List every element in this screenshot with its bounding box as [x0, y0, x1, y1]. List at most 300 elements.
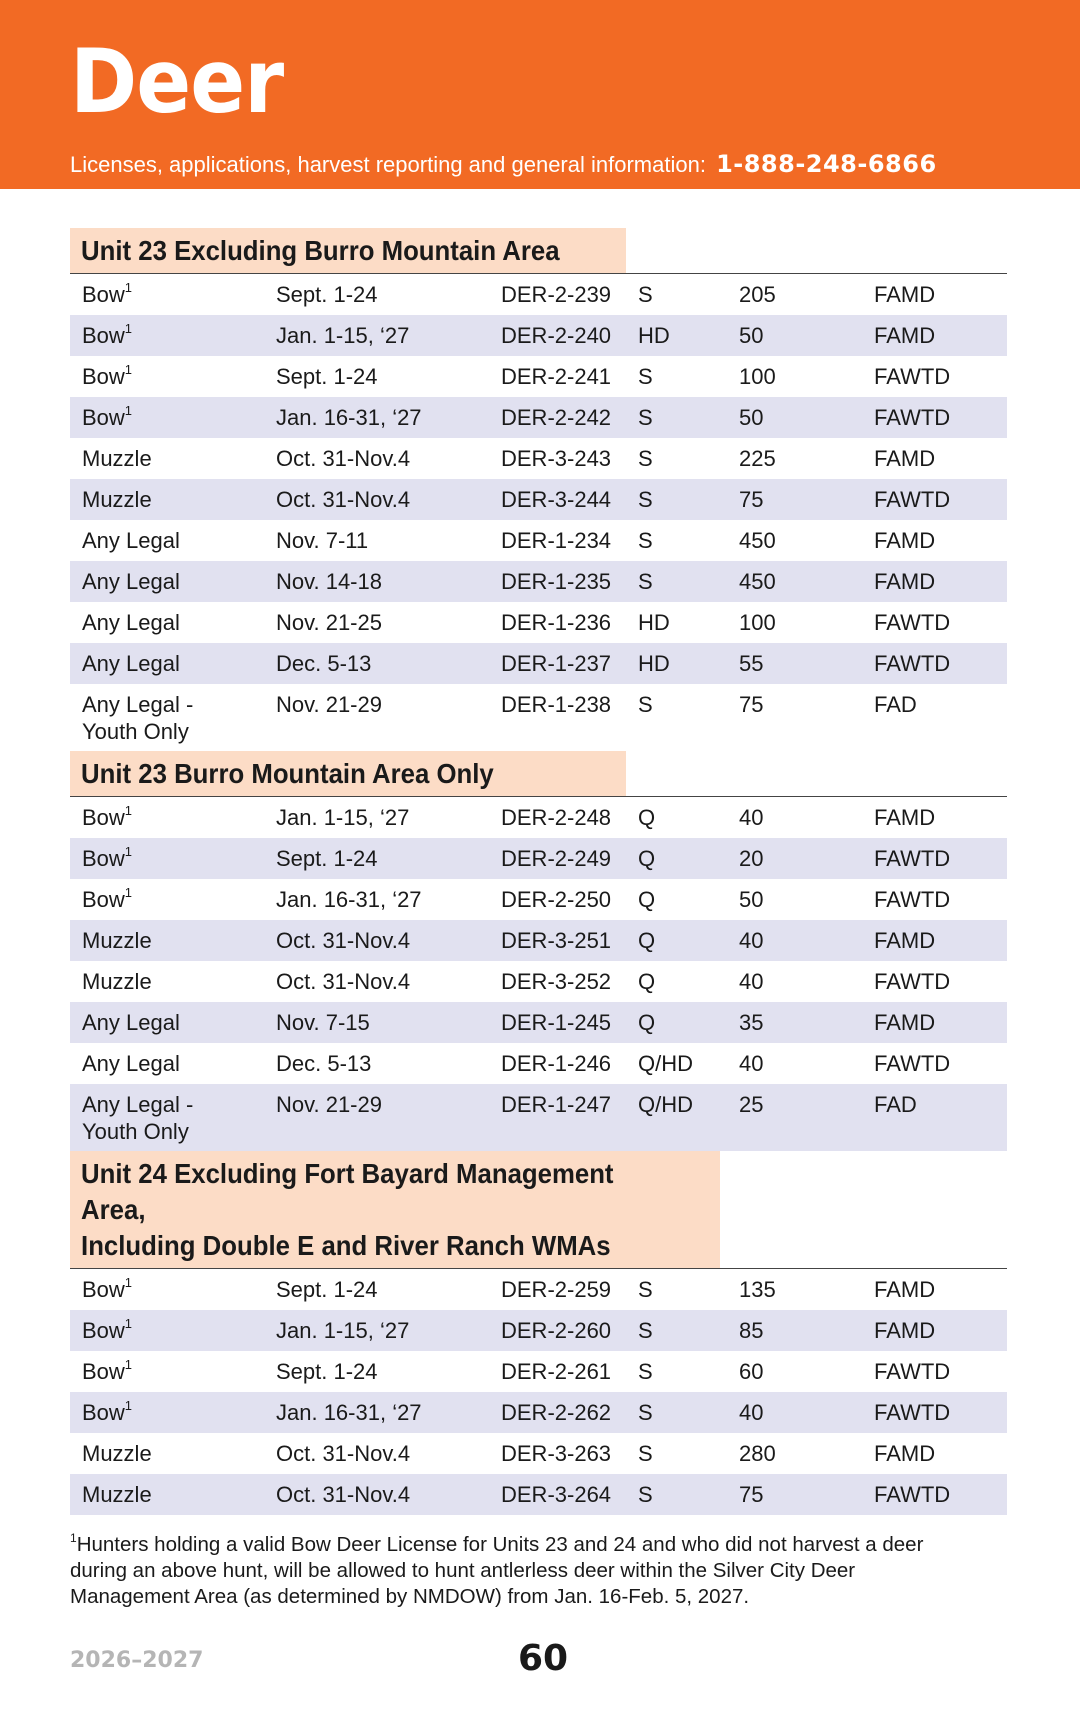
license-count: 40 — [739, 805, 764, 830]
weapon-type-cell — [70, 1351, 264, 1392]
hunt-dates-cell — [264, 602, 489, 643]
draw-type-cell — [626, 561, 727, 602]
hunt-code-cell — [489, 1002, 626, 1043]
license-count: 100 — [739, 364, 776, 389]
section-header — [70, 228, 1007, 274]
hunt-code-cell — [489, 520, 626, 561]
bag-limit-cell — [862, 961, 1007, 1002]
weapon-type-cell — [70, 838, 264, 879]
hunt-dates-cell — [264, 643, 489, 684]
bag-limit: FAMD — [874, 528, 936, 553]
hunt-code: DER-2-260 — [501, 1318, 612, 1343]
weapon-type: Any Legal — [82, 528, 180, 553]
hunt-code: DER-2-259 — [501, 1277, 612, 1302]
table-row — [70, 438, 1007, 479]
weapon-type: Any Legal — [82, 1051, 180, 1076]
hunt-dates-cell — [264, 920, 489, 961]
bag-limit: FAMD — [874, 1277, 936, 1302]
hunt-code: DER-2-240 — [501, 323, 612, 348]
hunt-dates-cell — [264, 1084, 489, 1151]
license-count-cell — [727, 479, 862, 520]
weapon-type-cell — [70, 684, 264, 751]
bag-limit: FAWTD — [874, 487, 951, 512]
bag-limit-cell — [862, 438, 1007, 479]
weapon-type: Any Legal - — [82, 1092, 194, 1117]
hunt-dates-cell — [264, 356, 489, 397]
hunt-code-cell — [489, 920, 626, 961]
license-count: 60 — [739, 1359, 764, 1384]
hunt-dates: Oct. 31-Nov.4 — [276, 928, 411, 953]
table-row — [70, 838, 1007, 879]
draw-type: S — [638, 1482, 653, 1507]
draw-type-cell — [626, 838, 727, 879]
license-count: 225 — [739, 446, 776, 471]
license-count: 25 — [739, 1092, 764, 1117]
weapon-type: Bow — [82, 1318, 125, 1343]
hunt-code: DER-3-244 — [501, 487, 612, 512]
hunt-code: DER-2-250 — [501, 887, 612, 912]
license-count-cell — [727, 1392, 862, 1433]
hunt-dates: Nov. 7-15 — [276, 1010, 370, 1035]
footnote-ref: 1 — [124, 1356, 133, 1372]
table-row — [70, 1002, 1007, 1043]
table-row — [70, 602, 1007, 643]
draw-type-cell — [626, 1310, 727, 1351]
license-count-cell — [727, 602, 862, 643]
hunt-code-cell — [489, 438, 626, 479]
hunt-dates-cell — [264, 397, 489, 438]
draw-type: Q — [638, 887, 656, 912]
hunt-code-cell — [489, 879, 626, 920]
weapon-type-cell — [70, 438, 264, 479]
weapon-type: Bow — [82, 805, 125, 830]
weapon-type: Bow — [82, 846, 125, 871]
weapon-type: Any Legal — [82, 569, 180, 594]
weapon-type-cell — [70, 797, 264, 838]
hunt-code: DER-2-242 — [501, 405, 612, 430]
weapon-type: Bow — [82, 887, 125, 912]
draw-type: S — [638, 1277, 653, 1302]
page-number: 60 — [518, 1638, 569, 1679]
bag-limit: FAWTD — [874, 846, 951, 871]
license-count-cell — [727, 438, 862, 479]
hunt-code-cell — [489, 356, 626, 397]
hunt-dates-cell — [264, 684, 489, 751]
bag-limit: FAWTD — [874, 1051, 951, 1076]
hunt-dates-cell — [264, 1043, 489, 1084]
license-count: 50 — [739, 405, 764, 430]
hunt-code: DER-1-237 — [501, 651, 612, 676]
table-row — [70, 961, 1007, 1002]
hunt-table — [70, 274, 1007, 751]
hunt-dates-cell — [264, 438, 489, 479]
bag-limit-cell — [862, 561, 1007, 602]
draw-type-cell — [626, 1002, 727, 1043]
draw-type-cell — [626, 520, 727, 561]
hunt-dates-cell — [264, 961, 489, 1002]
hunt-code: DER-2-241 — [501, 364, 612, 389]
draw-type: Q — [638, 969, 656, 994]
section-header — [70, 1151, 1007, 1269]
draw-type: S — [638, 692, 653, 717]
hunt-code-cell — [489, 684, 626, 751]
section-title-box — [70, 228, 626, 273]
bag-limit-cell — [862, 1433, 1007, 1474]
hunt-dates-cell — [264, 797, 489, 838]
hunt-dates: Sept. 1-24 — [276, 846, 378, 871]
hunt-table — [70, 797, 1007, 1151]
bag-limit: FAMD — [874, 323, 936, 348]
hunt-tables — [70, 228, 1007, 1515]
draw-type: HD — [638, 323, 670, 348]
bag-limit: FAWTD — [874, 651, 951, 676]
license-count-cell — [727, 961, 862, 1002]
weapon-type: Any Legal — [82, 1010, 180, 1035]
bag-limit: FAMD — [874, 1010, 936, 1035]
weapon-type-cell — [70, 602, 264, 643]
weapon-type: Bow — [82, 1359, 125, 1384]
draw-type-cell — [626, 315, 727, 356]
license-count-cell — [727, 1351, 862, 1392]
footnote-ref: 1 — [124, 884, 133, 900]
page-title: Deer — [70, 30, 284, 133]
weapon-type-cell — [70, 315, 264, 356]
license-count-cell — [727, 1084, 862, 1151]
hunt-dates-cell — [264, 315, 489, 356]
draw-type: S — [638, 446, 653, 471]
license-count-cell — [727, 1310, 862, 1351]
bag-limit: FAMD — [874, 1441, 936, 1466]
bag-limit-cell — [862, 1269, 1007, 1310]
section-title-box — [70, 751, 626, 796]
draw-type-cell — [626, 602, 727, 643]
hunt-code: DER-1-246 — [501, 1051, 612, 1076]
footnote-ref: 1 — [124, 802, 133, 818]
draw-type: S — [638, 364, 653, 389]
license-count-cell — [727, 356, 862, 397]
weapon-type: Bow — [82, 1400, 125, 1425]
bag-limit-cell — [862, 1392, 1007, 1433]
license-count-cell — [727, 797, 862, 838]
bag-limit-cell — [862, 643, 1007, 684]
hunt-dates-cell — [264, 1269, 489, 1310]
bag-limit: FAWTD — [874, 969, 951, 994]
hunt-code: DER-1-236 — [501, 610, 612, 635]
hunt-section — [70, 1151, 1007, 1515]
header-subtitle-text: Licenses, applications, harvest reporting and general information: — [70, 152, 706, 177]
bag-limit-cell — [862, 684, 1007, 751]
weapon-type-cell — [70, 643, 264, 684]
hunt-dates: Nov. 21-25 — [276, 610, 382, 635]
license-count: 450 — [739, 528, 776, 553]
weapon-type-line2: Youth Only — [82, 1119, 189, 1144]
hunt-section — [70, 228, 1007, 751]
hunt-dates: Oct. 31-Nov.4 — [276, 1482, 411, 1507]
bag-limit-cell — [862, 838, 1007, 879]
draw-type-cell — [626, 920, 727, 961]
bag-limit: FAMD — [874, 1318, 936, 1343]
hunt-dates: Dec. 5-13 — [276, 1051, 372, 1076]
license-count-cell — [727, 684, 862, 751]
hunt-dates: Jan. 16-31, ‘27 — [276, 1400, 422, 1425]
draw-type: S — [638, 487, 653, 512]
footnote — [70, 1532, 970, 1610]
footnote-ref: 1 — [124, 1397, 133, 1413]
hunt-section — [70, 751, 1007, 1151]
table-row — [70, 1392, 1007, 1433]
draw-type: Q — [638, 928, 656, 953]
table-row — [70, 1351, 1007, 1392]
license-count: 205 — [739, 282, 776, 307]
hunt-code: DER-3-263 — [501, 1441, 612, 1466]
hunt-code-cell — [489, 1269, 626, 1310]
draw-type-cell — [626, 1269, 727, 1310]
draw-type: Q — [638, 805, 656, 830]
license-count: 450 — [739, 569, 776, 594]
draw-type-cell — [626, 879, 727, 920]
table-row — [70, 920, 1007, 961]
draw-type: HD — [638, 610, 670, 635]
weapon-type: Bow — [82, 1277, 125, 1302]
section-title-line2: Including Double E and River Ranch WMAs — [81, 1230, 611, 1261]
weapon-type-cell — [70, 1002, 264, 1043]
draw-type: HD — [638, 651, 670, 676]
draw-type-cell — [626, 1084, 727, 1151]
hunt-code-cell — [489, 961, 626, 1002]
table-row — [70, 1084, 1007, 1151]
hunt-code: DER-1-238 — [501, 692, 612, 717]
bag-limit: FAWTD — [874, 405, 951, 430]
license-count: 50 — [739, 887, 764, 912]
weapon-type: Bow — [82, 323, 125, 348]
bag-limit: FAMD — [874, 282, 936, 307]
footnote-ref: 1 — [124, 279, 133, 295]
table-row — [70, 315, 1007, 356]
hunt-code: DER-3-264 — [501, 1482, 612, 1507]
hunt-table — [70, 1269, 1007, 1515]
bag-limit-cell — [862, 315, 1007, 356]
hunt-dates: Oct. 31-Nov.4 — [276, 487, 411, 512]
footnote-text: Hunters holding a valid Bow Deer License for Units 23 and 24 and who did not harvest a deer during an above hunt, will be allowed to hunt antlerless deer within the Silver City Deer Management Area (as determined by NMDOW) from Jan. 16-Feb. 5, 2027. — [70, 1533, 924, 1608]
hunt-dates: Nov. 14-18 — [276, 569, 382, 594]
hunt-code-cell — [489, 315, 626, 356]
license-count: 55 — [739, 651, 764, 676]
section-title-box — [70, 1151, 720, 1268]
weapon-type: Any Legal — [82, 610, 180, 635]
license-count-cell — [727, 879, 862, 920]
weapon-type-cell — [70, 1433, 264, 1474]
bag-limit: FAWTD — [874, 364, 951, 389]
draw-type-cell — [626, 643, 727, 684]
license-count: 75 — [739, 692, 764, 717]
hunt-code-cell — [489, 643, 626, 684]
bag-limit-cell — [862, 479, 1007, 520]
license-count: 40 — [739, 928, 764, 953]
license-count-cell — [727, 1043, 862, 1084]
hunt-code-cell — [489, 838, 626, 879]
weapon-type-cell — [70, 1043, 264, 1084]
hunt-dates-cell — [264, 274, 489, 315]
license-count: 20 — [739, 846, 764, 871]
draw-type-cell — [626, 684, 727, 751]
hunt-code: DER-2-249 — [501, 846, 612, 871]
draw-type: Q — [638, 1010, 656, 1035]
section-header — [70, 751, 1007, 797]
hunt-dates-cell — [264, 1351, 489, 1392]
hunt-dates: Oct. 31-Nov.4 — [276, 1441, 411, 1466]
hunt-dates: Sept. 1-24 — [276, 1359, 378, 1384]
hunt-code-cell — [489, 1084, 626, 1151]
weapon-type: Muzzle — [82, 487, 152, 512]
weapon-type: Bow — [82, 364, 125, 389]
hunt-code-cell — [489, 274, 626, 315]
footnote-ref: 1 — [124, 402, 133, 418]
hunt-dates: Dec. 5-13 — [276, 651, 372, 676]
hunt-code: DER-1-247 — [501, 1092, 612, 1117]
bag-limit-cell — [862, 920, 1007, 961]
hunt-dates: Jan. 16-31, ‘27 — [276, 405, 422, 430]
hunt-code: DER-2-248 — [501, 805, 612, 830]
hunt-code: DER-2-239 — [501, 282, 612, 307]
license-count: 40 — [739, 969, 764, 994]
license-count: 135 — [739, 1277, 776, 1302]
hunt-dates: Oct. 31-Nov.4 — [276, 969, 411, 994]
bag-limit-cell — [862, 1002, 1007, 1043]
license-count: 85 — [739, 1318, 764, 1343]
draw-type-cell — [626, 797, 727, 838]
hunt-dates: Sept. 1-24 — [276, 364, 378, 389]
hunt-dates-cell — [264, 479, 489, 520]
header-phone-number[interactable]: 1-888-248-6866 — [716, 150, 937, 178]
bag-limit: FAWTD — [874, 1400, 951, 1425]
hunt-code-cell — [489, 1310, 626, 1351]
weapon-type-cell — [70, 1269, 264, 1310]
draw-type-cell — [626, 397, 727, 438]
table-row — [70, 397, 1007, 438]
bag-limit-cell — [862, 520, 1007, 561]
table-row — [70, 520, 1007, 561]
hunt-dates: Nov. 7-11 — [276, 528, 369, 553]
bag-limit: FAMD — [874, 805, 936, 830]
draw-type-cell — [626, 961, 727, 1002]
hunt-dates: Oct. 31-Nov.4 — [276, 446, 411, 471]
hunt-dates: Jan. 16-31, ‘27 — [276, 887, 422, 912]
draw-type: S — [638, 405, 653, 430]
table-row — [70, 1433, 1007, 1474]
section-title: Unit 24 Excluding Fort Bayard Management Area, — [81, 1158, 614, 1225]
footnote-ref: 1 — [124, 1315, 133, 1331]
weapon-type-cell — [70, 520, 264, 561]
table-row — [70, 1043, 1007, 1084]
bag-limit-cell — [862, 274, 1007, 315]
license-count: 50 — [739, 323, 764, 348]
table-row — [70, 356, 1007, 397]
license-count-cell — [727, 1002, 862, 1043]
draw-type: S — [638, 569, 653, 594]
page-header — [0, 0, 1080, 189]
footnote-ref: 1 — [124, 320, 133, 336]
bag-limit-cell — [862, 1043, 1007, 1084]
weapon-type-cell — [70, 561, 264, 602]
draw-type-cell — [626, 356, 727, 397]
footnote-ref: 1 — [124, 843, 133, 859]
weapon-type-cell — [70, 479, 264, 520]
weapon-type-cell — [70, 879, 264, 920]
draw-type-cell — [626, 1392, 727, 1433]
weapon-type: Any Legal - — [82, 692, 194, 717]
footnote-marker: 1 — [70, 1531, 77, 1546]
bag-limit-cell — [862, 356, 1007, 397]
hunt-code: DER-2-262 — [501, 1400, 612, 1425]
hunt-code-cell — [489, 797, 626, 838]
table-row — [70, 684, 1007, 751]
draw-type-cell — [626, 1043, 727, 1084]
bag-limit-cell — [862, 797, 1007, 838]
license-count-cell — [727, 274, 862, 315]
hunt-code: DER-3-252 — [501, 969, 612, 994]
license-count: 40 — [739, 1400, 764, 1425]
draw-type: S — [638, 282, 653, 307]
table-row — [70, 274, 1007, 315]
header-subtitle — [70, 150, 937, 178]
hunt-dates: Jan. 1-15, ‘27 — [276, 1318, 410, 1343]
table-row — [70, 561, 1007, 602]
draw-type: S — [638, 1318, 653, 1343]
license-count-cell — [727, 838, 862, 879]
draw-type-cell — [626, 274, 727, 315]
weapon-type-line2: Youth Only — [82, 719, 189, 744]
bag-limit: FAWTD — [874, 1482, 951, 1507]
hunt-code-cell — [489, 1392, 626, 1433]
draw-type: S — [638, 1359, 653, 1384]
bag-limit-cell — [862, 1310, 1007, 1351]
footnote-ref: 1 — [124, 361, 133, 377]
table-row — [70, 1310, 1007, 1351]
bag-limit-cell — [862, 879, 1007, 920]
hunt-code: DER-1-234 — [501, 528, 612, 553]
hunt-dates-cell — [264, 1310, 489, 1351]
draw-type: S — [638, 1400, 653, 1425]
license-count-cell — [727, 1269, 862, 1310]
hunt-code: DER-1-245 — [501, 1010, 612, 1035]
draw-type-cell — [626, 1474, 727, 1515]
hunt-code-cell — [489, 1351, 626, 1392]
table-row — [70, 1474, 1007, 1515]
license-count-cell — [727, 1474, 862, 1515]
hunt-dates: Jan. 1-15, ‘27 — [276, 323, 410, 348]
weapon-type-cell — [70, 920, 264, 961]
weapon-type: Muzzle — [82, 1441, 152, 1466]
bag-limit-cell — [862, 1084, 1007, 1151]
table-row — [70, 643, 1007, 684]
hunt-code: DER-2-261 — [501, 1359, 612, 1384]
bag-limit: FAWTD — [874, 1359, 951, 1384]
draw-type: Q — [638, 846, 656, 871]
draw-type: Q/HD — [638, 1051, 693, 1076]
table-row — [70, 1269, 1007, 1310]
license-count: 75 — [739, 487, 764, 512]
hunt-code: DER-1-235 — [501, 569, 612, 594]
hunt-code-cell — [489, 479, 626, 520]
weapon-type: Bow — [82, 282, 125, 307]
weapon-type-cell — [70, 1392, 264, 1433]
hunt-dates-cell — [264, 1474, 489, 1515]
hunt-dates: Jan. 1-15, ‘27 — [276, 805, 410, 830]
weapon-type: Muzzle — [82, 1482, 152, 1507]
hunt-dates-cell — [264, 1433, 489, 1474]
bag-limit-cell — [862, 397, 1007, 438]
hunt-dates-cell — [264, 879, 489, 920]
